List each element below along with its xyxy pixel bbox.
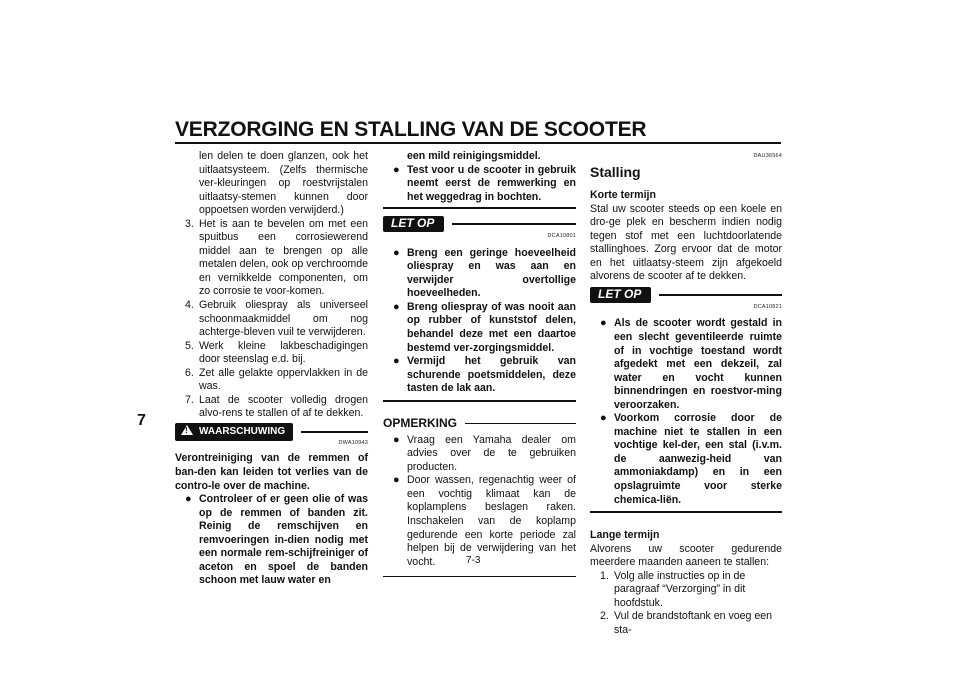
- list-item: ● Als de scooter wordt gestald in een slecht geventileerde ruimte of in vochtige toestand wordt afgedekt met een dekzeil, zal water en vocht kunnen binnendringen en roestvor-ming veroorzaken.: [600, 317, 782, 411]
- caution-badge: LET OP: [383, 216, 444, 232]
- section-code: DAU36564: [753, 153, 782, 159]
- list-item: ● Door wassen, regenachtig weer of een vochtig klimaat kan de koplamplens beslagen raken. Inschakelen van de koplamp gedurende een korte periode zal helpen bij de verwijdering van het vocht.: [393, 474, 576, 568]
- short-term-text: Stal uw scooter steeds op een koele en dro-ge plek en bescherm indien nodig tegen stof met een luchtdoorlatende stallinghoes. Zorg ervoor dat de motor en het uitlaatsy-steem zijn afgekoeld alvorens de scooter af te dekken.: [590, 202, 782, 283]
- bullet-icon: ●: [185, 493, 192, 506]
- bullet-icon: ●: [393, 433, 400, 446]
- page-number: 7-3: [466, 555, 481, 566]
- list-item: ● Voorkom corrosie door de machine niet te stallen in een vochtige kel-der, een stal (i.v.m. de aanwezig-heid van ammoniakdamp) en in een opslagruimte voor sterke chemica-liën.: [600, 412, 782, 506]
- bullet-icon: ●: [600, 317, 607, 330]
- list-item: 2. Vul de brandstoftank en voeg een sta-: [600, 610, 773, 636]
- bullet-icon: ●: [393, 474, 400, 487]
- warning-end-rule: [383, 207, 576, 209]
- title-rule: [175, 142, 781, 144]
- list-item: 1. Volg alle instructies op in de paragraaf “Verzorging” in dit hoofdstuk.: [600, 569, 746, 609]
- bullet-icon: ●: [600, 412, 607, 425]
- list-item: 3. Het is aan te bevelen om met een spuitbus een corrosiewerend middel aan te brengen op alle metalen delen, ook op verchroomde en vernikkelde componenten, om zo corrosie te voor-komen.: [185, 217, 369, 298]
- subheading-long: Lange termijn: [590, 529, 660, 542]
- subheading-short: Korte termijn: [590, 189, 656, 202]
- long-term-steps: [600, 570, 782, 638]
- list-item: ● Breng een geringe hoeveelheid oliespray en was aan en verwijder overtollige hoeveelheden.: [393, 246, 576, 300]
- warning-text: Verontreiniging van de remmen of ban-den kan leiden tot verlies van de contro-le over de machine.: [175, 452, 368, 492]
- caution-badge: LET OP: [590, 287, 651, 303]
- list-item: ● Vermijd het gebruik van schurende poetsmiddelen, deze tasten de lak aan.: [393, 355, 576, 395]
- page-title: VERZORGING EN STALLING VAN DE SCOOTER: [175, 118, 647, 141]
- list-item: 6. Zet alle gelakte oppervlakken in de was.: [185, 366, 368, 393]
- continued-paragraph: len delen te doen glanzen, ook het uitlaatsysteem. (Zelfs thermische ver-kleuringen op roestvrijstalen uitlaatsy-stemen kunnen door oppoetsen worden verwijderd.): [199, 150, 368, 217]
- cleaning-steps: [185, 218, 368, 421]
- note-title: OPMERKING: [383, 415, 458, 430]
- warning-code: DWA10943: [338, 439, 368, 446]
- caution-end-rule: [383, 400, 576, 402]
- note-rule: [465, 423, 576, 424]
- list-item: 5. Werk kleine lakbeschadigingen door steenslag e.d. bij.: [185, 339, 368, 366]
- caution-end-rule: [590, 511, 782, 513]
- column-1: [175, 150, 368, 588]
- continued-bold: een mild reinigingsmiddel.: [407, 150, 541, 162]
- list-item: ● Test voor u de scooter in gebruik neemt eerst de remwerking en het weggedrag in bochten.: [393, 163, 576, 203]
- list-item: ● Vraag een Yamaha dealer om advies over de te gebruiken producten.: [393, 433, 576, 473]
- warning-triangle-icon: !: [181, 425, 193, 435]
- column-2: [383, 150, 576, 577]
- caution-rule: [452, 223, 576, 225]
- section-title: Stalling: [590, 163, 641, 180]
- note-header: [383, 416, 576, 432]
- list-item: ● Breng oliespray of was nooit aan op rubber of kunststof delen, behandel deze met een daartoe bestemd ver-zorgingsmiddel.: [393, 300, 576, 354]
- caution-code: DCA10821: [753, 303, 782, 310]
- chapter-tab: 7: [137, 412, 146, 429]
- column-3: [590, 150, 782, 638]
- long-term-text: Alvorens uw scooter gedurende meerdere maanden aaneen te stallen:: [590, 542, 782, 569]
- list-item: 7. Laat de scooter volledig drogen alvo-rens te stallen of af te dekken.: [185, 393, 368, 420]
- caution-rule: [659, 294, 782, 296]
- list-item: 4. Gebruik oliespray als universeel schoonmaakmiddel om nog achterge-bleven vuil te verwijderen.: [185, 299, 368, 339]
- warning-badge: ! WAARSCHUWING: [175, 423, 293, 441]
- bullet-icon: ●: [393, 246, 400, 259]
- bullet-icon: ●: [393, 300, 400, 313]
- list-item: ● Controleer of er geen olie of was op de remmen of banden zit. Reinig de remschijven en remvoeringen in-dien nodig met een normale rem-schijfreiniger of aceton en spoel de banden schoon met lauw water en: [185, 493, 368, 587]
- note-end-rule: [383, 576, 576, 577]
- bullet-icon: ●: [393, 163, 400, 176]
- bullet-icon: ●: [393, 355, 400, 368]
- warning-rule: [301, 431, 368, 433]
- note-list: [383, 434, 576, 569]
- caution-code: DCA10801: [547, 233, 576, 240]
